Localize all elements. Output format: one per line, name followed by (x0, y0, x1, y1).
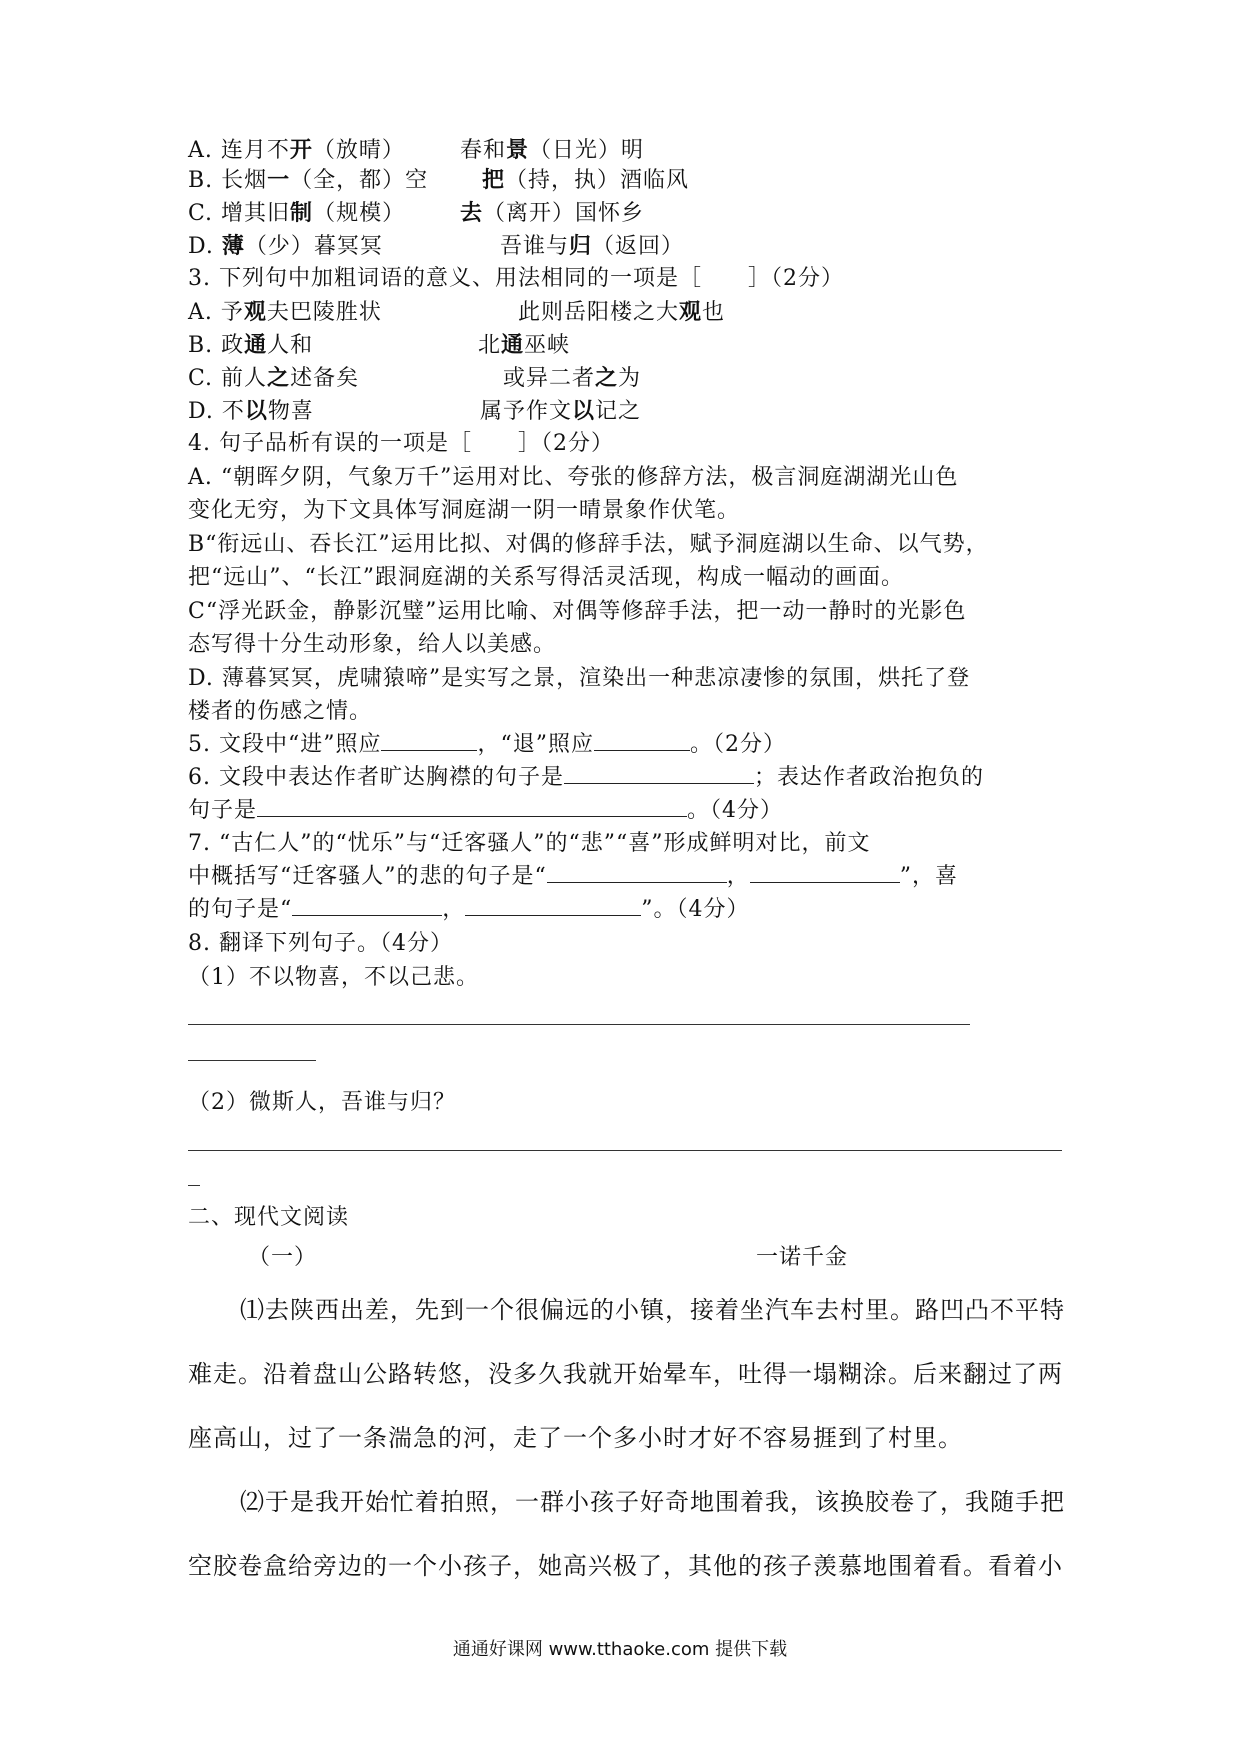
bold-word: 归 (569, 233, 593, 259)
q8-sentence-2: （2）微斯人，吾谁与归？ (188, 1090, 456, 1115)
option-text: D. (188, 234, 222, 259)
q4-line: 把“远山”、“长江”跟洞庭湖的关系写得活灵活现，构成一幅动的画面。 (188, 565, 904, 590)
option-text: （返回） (592, 234, 685, 259)
option-text: C. 前人 (188, 366, 268, 391)
q3-option-d (188, 394, 1068, 429)
q3-stem: 3. 下列句中加粗词语的意义、用法相同的一项是［ ］（2分） (188, 266, 844, 291)
section-part: （一） (248, 1245, 318, 1270)
q2-option-c (188, 196, 1068, 231)
option-right (480, 394, 641, 429)
option-text: （持，执）酒临风 (505, 168, 690, 193)
q4-stem: 4. 句子品析有误的一项是［ ］（2分） (188, 431, 614, 456)
q8-sentence-1: （1）不以物喜，不以己悲。 (188, 965, 479, 990)
q4-line: 态写得十分生动形象，给人以美感。 (188, 632, 557, 657)
bold-word: 观 (679, 299, 703, 325)
bold-word: 以 (244, 398, 268, 424)
q8-stem: 8. 翻译下列句子。（4分） (188, 931, 453, 956)
question-text: 。（2分） (689, 732, 786, 757)
question-text: 。（4分） (687, 798, 784, 823)
option-text: （全，都）空 (290, 168, 429, 193)
story-line: 难走。沿着盘山公路转悠，没多久我就开始晕车，吐得一塌糊涂。后来翻过了两 (188, 1360, 1063, 1388)
option-text: A. 连月不 (188, 138, 290, 163)
q6-line2 (188, 794, 1068, 828)
section-title: 二、现代文阅读 (188, 1205, 350, 1230)
option-text: 人和 (267, 333, 314, 358)
bold-word: 之 (595, 365, 619, 391)
option-text: （离开）国怀乡 (483, 201, 645, 226)
story-line: ⑵于是我开始忙着拍照，一群小孩子好奇地围着我，该换胶卷了，我随手把 (240, 1488, 1065, 1516)
q4-line: 楼者的伤感之情。 (188, 699, 373, 724)
bold-word: 把 (482, 167, 506, 193)
option-text: （日光）明 (529, 138, 645, 163)
question-text: ”，喜 (899, 864, 959, 889)
q4-line: 变化无穷，为下文具体写洞庭湖一阴一晴景象作伏笔。 (188, 498, 741, 523)
bold-word: 之 (267, 365, 291, 391)
option-text: 此则岳阳楼之大 (518, 300, 680, 325)
question-text: 6. 文段中表达作者旷达胸襟的句子是 (188, 765, 564, 790)
option-text: （规模） (313, 201, 406, 226)
answer-blank[interactable] (547, 862, 727, 883)
option-text: B. 长烟 (188, 168, 268, 193)
bold-word: 制 (290, 200, 314, 226)
question-text: ，“退”照应 (477, 732, 594, 757)
option-text: 物喜 (267, 399, 314, 424)
bold-word: 通 (244, 332, 268, 358)
story-line: ⑴去陕西出差，先到一个很偏远的小镇，接着坐汽车去村里。路凹凸不平特 (240, 1296, 1065, 1324)
bold-word: 一 (267, 167, 291, 193)
q3-option-b (188, 328, 1068, 363)
option-right (500, 229, 684, 264)
question-text: ， (726, 864, 750, 889)
question-text: 的句子是“ (188, 897, 293, 922)
q4-line: D. 薄暮冥冥，虎啸猿啼”是实写之景，渲染出一种悲凉凄惨的氛围，烘托了登 (188, 666, 971, 691)
answer-blank[interactable] (257, 796, 687, 817)
option-right (478, 328, 570, 363)
bold-word: 景 (506, 137, 530, 163)
story-line: 座高山，过了一条湍急的河，走了一个多小时才好不容易捱到了村里。 (188, 1424, 963, 1452)
bold-word: 去 (460, 200, 484, 226)
option-right (518, 295, 725, 330)
option-text: 属予作文 (480, 399, 573, 424)
q2-option-b (188, 163, 1068, 198)
q4-line: C“浮光跃金，静影沉璧”运用比喻、对偶等修辞手法，把一动一静时的光影色 (188, 599, 967, 624)
option-right (503, 361, 641, 396)
q7-line3 (188, 893, 1068, 927)
answer-blank[interactable] (381, 730, 477, 751)
option-text: （放晴） (312, 138, 405, 163)
option-text: 巫峡 (524, 333, 571, 358)
option-text: 北 (478, 333, 502, 358)
bold-word: 观 (243, 299, 267, 325)
answer-blank[interactable] (564, 763, 754, 784)
q7-line1: 7. “古仁人”的“忧乐”与“迁客骚人”的“悲”“喜”形成鲜明对比，前文 (188, 831, 871, 856)
answer-line[interactable] (188, 1024, 970, 1025)
q5 (188, 728, 1068, 762)
bold-word: 开 (289, 137, 313, 163)
option-text: （少）暮冥冥 (244, 234, 383, 259)
option-text: 夫巴陵胜状 (266, 300, 382, 325)
question-text: ， (442, 897, 466, 922)
bold-word: 薄 (221, 233, 245, 259)
answer-blank[interactable] (750, 862, 900, 883)
q6-line1 (188, 761, 1068, 795)
question-text: ；表达作者政治抱负的 (754, 765, 985, 790)
option-text: 也 (702, 300, 726, 325)
q2-option-d (188, 229, 1068, 264)
option-text: 或异二者 (503, 366, 596, 391)
q7-line2 (188, 860, 1068, 894)
option-text: 吾谁与 (500, 234, 570, 259)
q4-line: B“衔远山、吞长江”运用比拟、对偶的修辞手法，赋予洞庭湖以生命、以气势， (188, 532, 989, 557)
option-right (482, 163, 689, 198)
question-text: 句子是 (188, 798, 258, 823)
question-text: ”。（4分） (641, 897, 750, 922)
option-text: C. 增其旧 (188, 201, 291, 226)
option-text: B. 政 (188, 333, 245, 358)
q4-line: A. “朝晖夕阴，气象万千”运用对比、夸张的修辞方法，极言洞庭湖湖光山色 (188, 465, 959, 490)
answer-blank[interactable] (465, 895, 641, 916)
option-text: 述备矣 (290, 366, 360, 391)
option-text: 春和 (460, 138, 507, 163)
question-text: 5. 文段中“进”照应 (188, 732, 382, 757)
story-title: 一诺千金 (756, 1245, 849, 1270)
answer-line[interactable] (188, 1185, 200, 1186)
option-text: A. 予 (188, 300, 244, 325)
answer-blank[interactable] (594, 730, 690, 751)
question-text: 中概括写“迁客骚人”的悲的句子是“ (188, 864, 547, 889)
option-right (460, 196, 644, 231)
answer-line[interactable] (188, 1150, 1062, 1151)
option-text: D. 不 (188, 399, 245, 424)
q3-option-a (188, 295, 1068, 330)
option-text: 记之 (595, 399, 642, 424)
bold-word: 以 (572, 398, 596, 424)
answer-line[interactable] (188, 1060, 316, 1061)
q3-option-c (188, 361, 1068, 396)
option-text: 为 (618, 366, 642, 391)
bold-word: 通 (501, 332, 525, 358)
page-footer: 通通好课网 www.tthaoke.com 提供下载 (452, 1639, 788, 1660)
story-line: 空胶卷盒给旁边的一个小孩子，她高兴极了，其他的孩子羡慕地围着看。看着小 (188, 1552, 1063, 1580)
answer-blank[interactable] (292, 895, 442, 916)
